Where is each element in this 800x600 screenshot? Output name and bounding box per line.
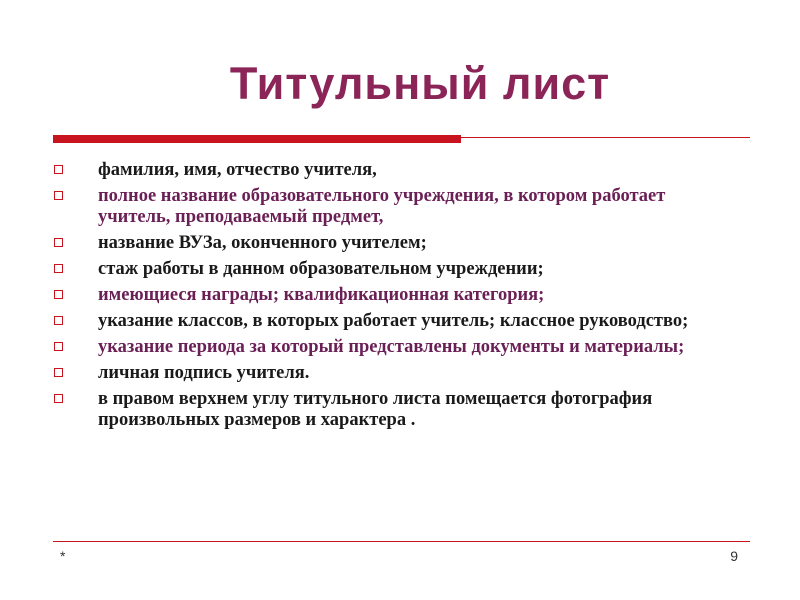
hollow-square-icon: [54, 342, 63, 351]
list-item: [48, 389, 738, 431]
footer-divider: [53, 541, 750, 542]
list-item: [48, 186, 738, 228]
list-item-text: название ВУЗа, оконченного учителем;: [98, 233, 427, 253]
hollow-square-icon: [54, 264, 63, 273]
list-item: [48, 311, 738, 332]
list-item-text: личная подпись учителя.: [98, 363, 310, 383]
footer-marker: *: [60, 548, 66, 564]
hollow-square-icon: [54, 238, 63, 247]
list-item: [48, 160, 738, 181]
list-item: [48, 363, 738, 384]
list-item-text: в правом верхнем углу титульного листа помещается фотография произвольных размеров и характера .: [98, 389, 653, 430]
title-underline-thick: [53, 135, 461, 143]
bullet-list: [48, 160, 738, 436]
list-item: [48, 285, 738, 306]
hollow-square-icon: [54, 316, 63, 325]
list-item: [48, 233, 738, 254]
list-item-text: фамилия, имя, отчество учителя,: [98, 160, 377, 180]
list-item-text: полное название образовательного учреждения, в котором работает учитель, преподаваемый предмет,: [98, 186, 666, 227]
list-item-text: стаж работы в данном образовательном учреждении;: [98, 259, 544, 279]
list-item: [48, 259, 738, 280]
hollow-square-icon: [54, 394, 63, 403]
list-item-text: имеющиеся награды; квалификационная категория;: [98, 285, 545, 305]
hollow-square-icon: [54, 290, 63, 299]
list-item-text: указание классов, в которых работает учитель; классное руководство;: [98, 311, 689, 331]
hollow-square-icon: [54, 165, 63, 174]
hollow-square-icon: [54, 191, 63, 200]
slide-title: Титульный лист: [229, 58, 611, 109]
title-underline-thin: [461, 137, 750, 138]
hollow-square-icon: [54, 368, 63, 377]
page-number: 9: [730, 548, 738, 564]
list-item-text: указание периода за который представлены документы и материалы;: [98, 337, 685, 357]
list-item: [48, 337, 738, 358]
